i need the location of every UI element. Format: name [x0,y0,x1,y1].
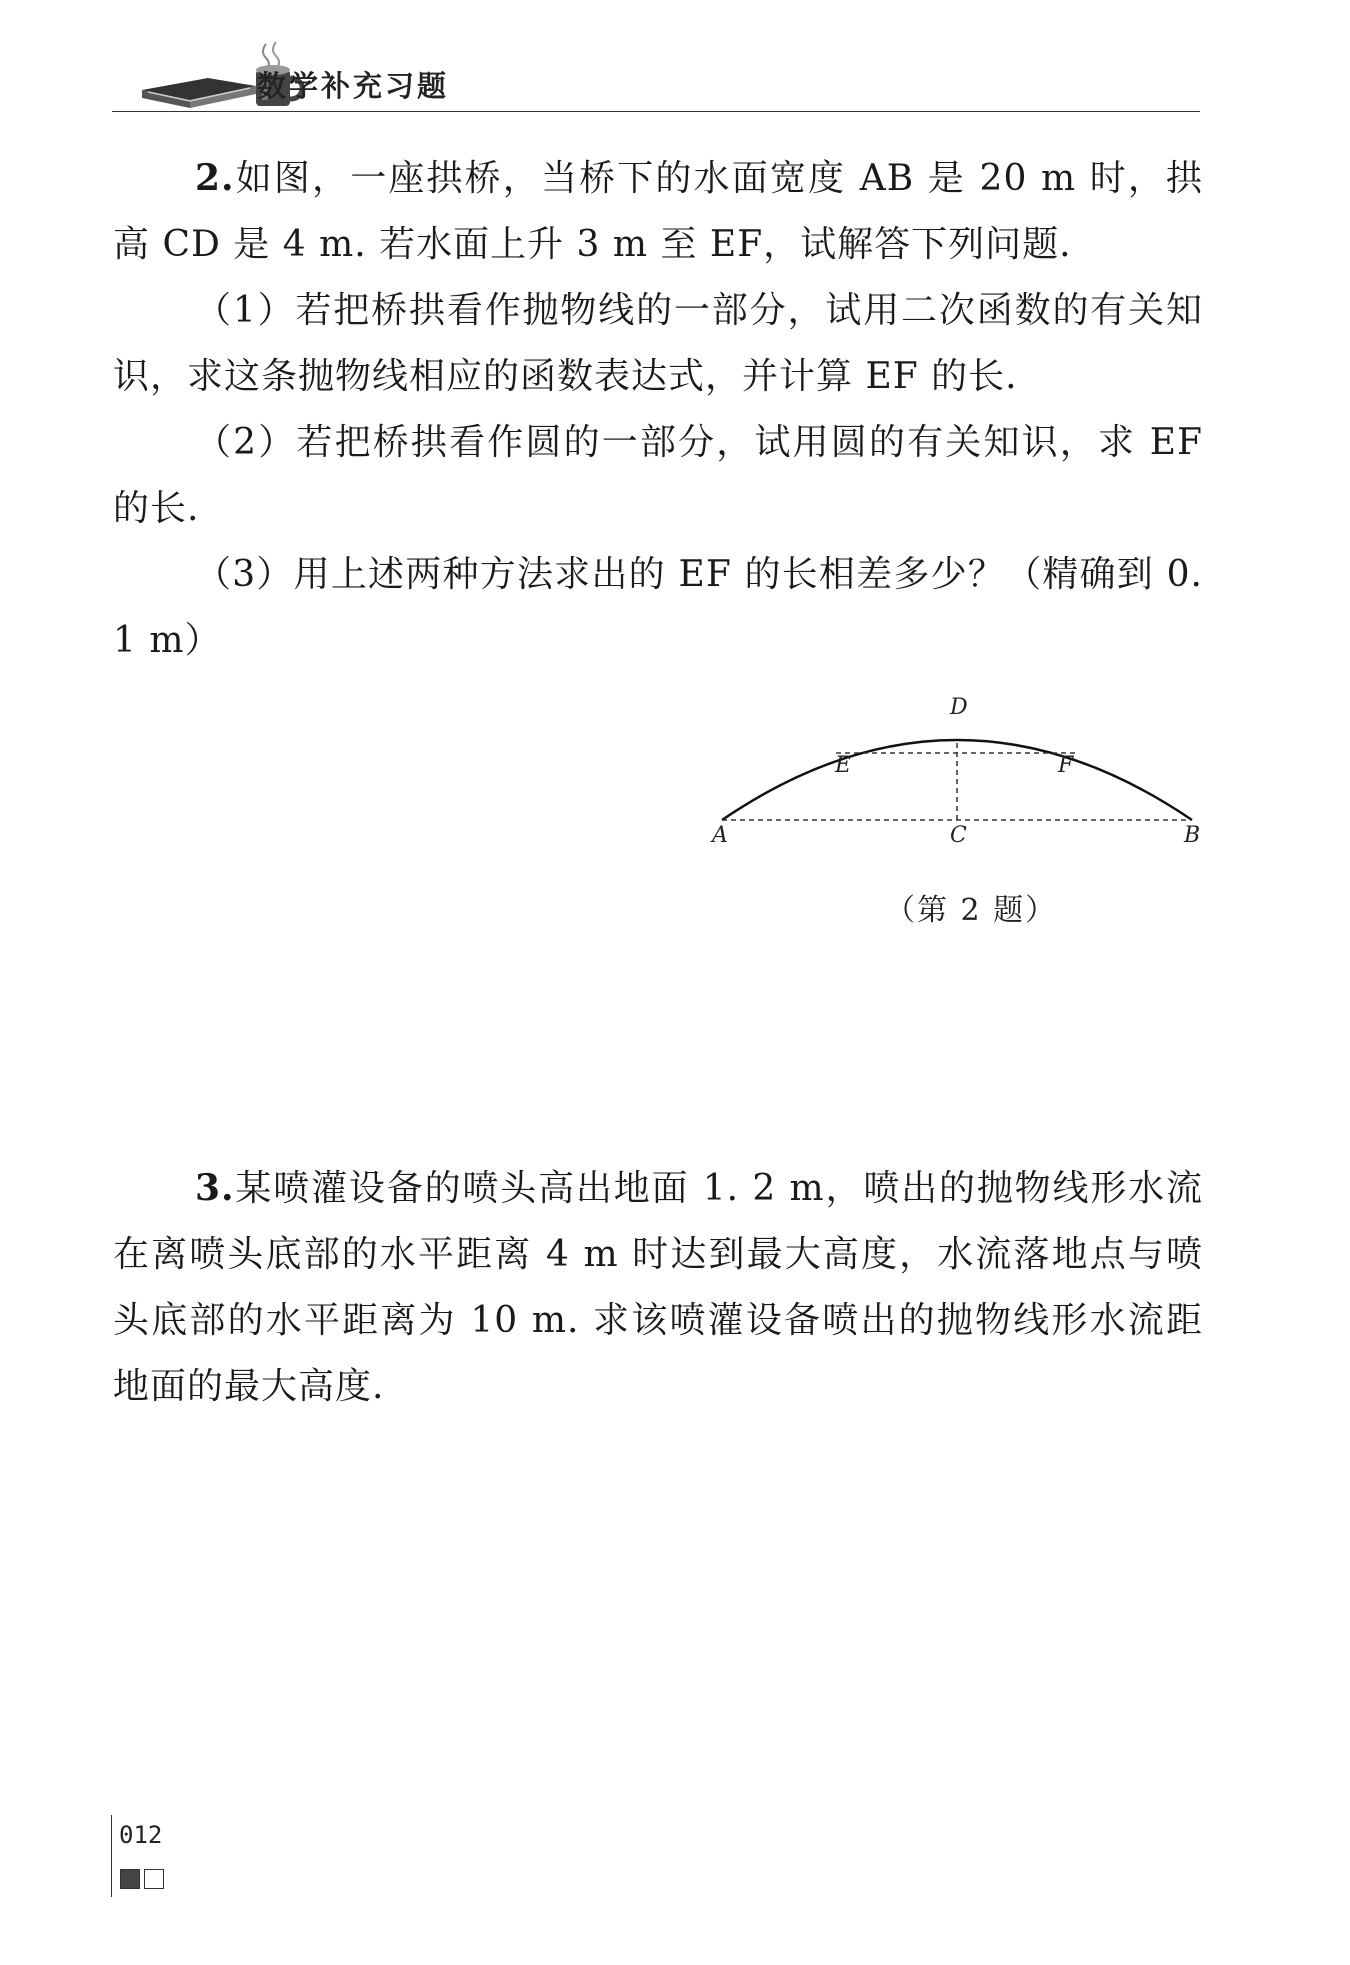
label-d: D [950,695,968,720]
question-3 [113,1155,1203,1420]
label-c: C [950,823,967,848]
page-number: 012 [119,1821,163,1849]
question-2-stem [113,145,1203,278]
filled-square-icon [120,1869,140,1889]
arch-diagram [700,695,1220,875]
question-2-part-3: （3）用上述两种方法求出的 EF 的长相差多少？（精确到 0. 1 m） [113,554,1203,661]
question-2-stem-text: 如图，一座拱桥，当桥下的水面宽度 AB 是 20 m 时，拱高 CD 是 4 m. 若水面上升 3 m 至 EF，试解答下列问题. [113,158,1203,265]
question-2-part-2: （2）若把桥拱看作圆的一部分，试用圆的有关知识，求 EF 的长. [113,422,1203,529]
label-f: F [1058,753,1074,778]
footer-rule [111,1815,112,1897]
page-footer [111,1815,191,1895]
book-title: 数学补充习题 [257,69,450,103]
label-b: B [1184,823,1201,848]
label-a: A [712,823,728,848]
question-2-part-1: （1）若把桥拱看作抛物线的一部分，试用二次函数的有关知识，求这条抛物线相应的函数表达式，并计算 EF 的长. [113,290,1203,397]
figure-caption: （第 2 题） [885,893,1058,928]
header-rule [112,111,1200,112]
question-3-body: 某喷灌设备的喷头高出地面 1. 2 m，喷出的抛物线形水流在离喷头底部的水平距离 4 m 时达到最大高度，水流落地点与喷头底部的水平距离为 10 m. 求该喷灌设备喷出的抛物线形水流距地面的最大高度. [113,1168,1203,1407]
question-2-number: 2. [195,157,235,199]
running-header [112,30,1200,112]
label-e: E [835,753,852,778]
question-3-text [113,1155,1203,1420]
question-2 [113,145,1203,674]
empty-square-icon [144,1869,164,1889]
question-3-number: 3. [195,1167,235,1209]
